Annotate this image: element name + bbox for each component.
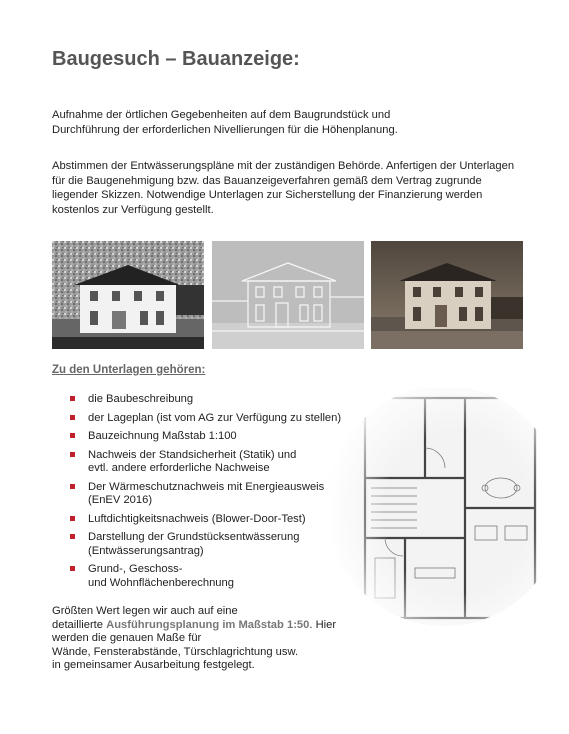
bullet-icon	[70, 415, 75, 420]
closing-part-3: . Hier werden die genauen Maße für	[52, 618, 337, 644]
house-outline-image	[212, 241, 364, 349]
list-item: der Lageplan (ist vom AG zur Verfügung zu stellen)	[70, 412, 390, 426]
bullet-icon	[70, 516, 75, 521]
drainage-line-3: liegender Skizzen. Notwendige Unterlagen zur Sicherstellung der Finanzierung werden	[52, 189, 483, 201]
closing-part-4: Wände, Fensterabstände, Türschlagrichtung usw.	[52, 645, 299, 658]
list-item: Nachweis der Standsicherheit (Statik) und evtl. andere erforderliche Nachweise	[70, 449, 390, 476]
drainage-line-1: Abstimmen der Entwässerungspläne mit der zuständigen Behörde. Anfertigen der Unterlagen	[52, 160, 515, 172]
closing-part-5: in gemeinsamer Ausarbeitung festgelegt.	[52, 659, 255, 671]
bullet-icon	[70, 433, 75, 438]
documents-list	[70, 393, 390, 590]
bullet-icon	[70, 396, 75, 401]
closing-part-1: Größten Wert legen wir auch auf eine	[52, 605, 238, 617]
list-item: Der Wärmeschutznachweis mit Energieausweis (EnEV 2016)	[70, 481, 390, 508]
bullet-icon	[70, 534, 75, 539]
list-item: Darstellung der Grundstücksentwässerung (Entwässerungsantrag)	[70, 531, 390, 558]
house-images-row	[52, 241, 524, 349]
bullet-icon	[70, 452, 75, 457]
intro-paragraph	[52, 108, 552, 137]
list-item: Luftdichtigkeitsnachweis (Blower-Door-Test)	[70, 513, 390, 527]
page-title: Baugesuch – Bauanzeige:	[52, 48, 300, 70]
list-item: die Baubeschreibung	[70, 393, 390, 407]
drainage-line-2: für die Baugenehmigung bzw. das Bauanzeigeverfahren gemäß dem Vertrag zugrunde	[52, 174, 482, 187]
list-item: Bauzeichnung Maßstab 1:100	[70, 430, 390, 444]
house-sketch-image	[52, 241, 204, 349]
highlight-text: Ausführungsplanung im Maßstab 1:50	[106, 618, 310, 631]
house-render-image	[371, 241, 523, 349]
drainage-line-4: kostenlos zur Verfügung gestellt.	[52, 203, 214, 216]
intro-line-1: Aufnahme der örtlichen Gegebenheiten auf dem Baugrundstück und	[52, 109, 391, 121]
closing-part-2: detaillierte	[52, 618, 107, 631]
intro-line-2: Durchführung der erforderlichen Nivellierungen für die Höhenplanung.	[52, 123, 398, 136]
drainage-paragraph	[52, 159, 557, 217]
closing-paragraph	[52, 605, 342, 673]
bullet-icon	[70, 484, 75, 489]
list-item: Grund-, Geschoss- und Wohnflächenberechnung	[70, 563, 390, 590]
documents-section-title: Zu den Unterlagen gehören:	[52, 364, 206, 376]
bullet-icon	[70, 566, 75, 571]
